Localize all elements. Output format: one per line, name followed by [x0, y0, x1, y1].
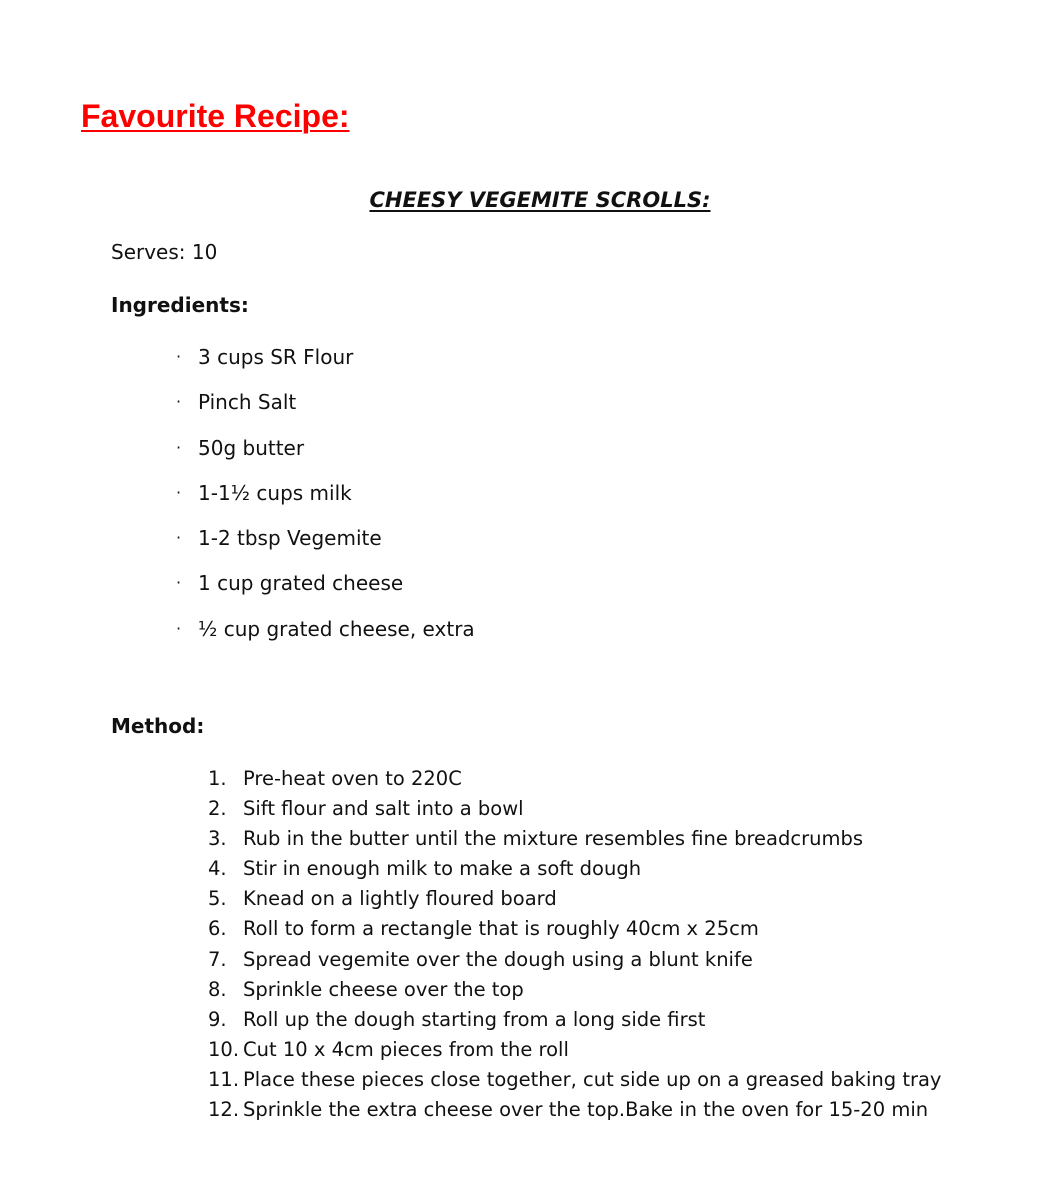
bullet-icon: · [176, 392, 182, 412]
step-number: 11. [208, 1067, 240, 1091]
step-text: Sift flour and salt into a bowl [243, 797, 524, 821]
ingredient-text: 1-2 tbsp Vegemite [198, 526, 382, 551]
ingredients-list [176, 344, 475, 661]
step-text: Stir in enough milk to make a soft dough [243, 857, 642, 881]
step-text: Spread vegemite over the dough using a blunt knife [243, 947, 753, 971]
step-text: Pre-heat oven to 220C [243, 767, 462, 790]
method-step [208, 1097, 941, 1127]
ingredient-item [176, 570, 475, 615]
step-text: Knead on a lightly floured board [243, 887, 557, 911]
method-list [208, 766, 941, 1127]
step-number: 10. [208, 1037, 240, 1061]
step-text: Sprinkle cheese over the top [243, 977, 524, 1001]
step-number: 9. [208, 1007, 227, 1031]
method-step [208, 947, 941, 977]
step-number: 6. [208, 917, 227, 941]
bullet-icon: · [176, 528, 182, 548]
method-step [208, 766, 941, 796]
method-step [208, 1067, 941, 1097]
serves-text: Serves: 10 [111, 240, 218, 264]
ingredients-heading: Ingredients: [111, 293, 249, 317]
recipe-title: CHEESY VEGEMITE SCROLLS: [369, 188, 711, 212]
step-number: 5. [208, 887, 227, 911]
bullet-icon: · [176, 618, 182, 638]
step-number: 2. [208, 797, 227, 821]
step-text: Roll up the dough starting from a long side first [243, 1007, 706, 1031]
ingredient-text: Pinch Salt [198, 390, 297, 415]
ingredient-text: 3 cups SR Flour [198, 345, 354, 369]
ingredient-text: 50g butter [198, 435, 305, 460]
method-step [208, 1037, 941, 1067]
step-number: 12. [208, 1098, 240, 1122]
step-number: 1. [208, 767, 227, 790]
method-step [208, 826, 941, 856]
method-step [208, 977, 941, 1007]
ingredient-text: 1 cup grated cheese [198, 571, 404, 596]
ingredient-text: 1-1½ cups milk [198, 480, 352, 505]
step-text: Sprinkle the extra cheese over the top.Bake in the oven for 15-20 min [243, 1098, 929, 1122]
bullet-icon: · [176, 482, 182, 502]
ingredient-item [176, 480, 475, 525]
step-number: 7. [208, 947, 227, 971]
step-number: 8. [208, 977, 227, 1001]
ingredient-item [176, 435, 475, 480]
method-step [208, 796, 941, 826]
step-text: Roll to form a rectangle that is roughly 40cm x 25cm [243, 917, 759, 941]
method-step [208, 1007, 941, 1037]
page-heading: Favourite Recipe: [81, 98, 350, 134]
ingredient-item [176, 616, 475, 661]
method-heading: Method: [111, 714, 205, 738]
ingredient-item [176, 389, 475, 434]
bullet-icon: · [176, 573, 182, 593]
step-text: Cut 10 x 4cm pieces from the roll [243, 1037, 569, 1061]
method-step [208, 886, 941, 916]
bullet-icon: · [176, 437, 182, 457]
ingredient-item [176, 525, 475, 570]
bullet-icon: · [176, 347, 182, 366]
method-step [208, 916, 941, 946]
ingredient-item [176, 344, 475, 389]
step-text: Place these pieces close together, cut side up on a greased baking tray [243, 1067, 942, 1091]
step-number: 4. [208, 857, 227, 881]
ingredient-text: ½ cup grated cheese, extra [198, 616, 475, 641]
step-text: Rub in the butter until the mixture resembles fine breadcrumbs [243, 827, 864, 851]
method-step [208, 856, 941, 886]
step-number: 3. [208, 827, 227, 851]
